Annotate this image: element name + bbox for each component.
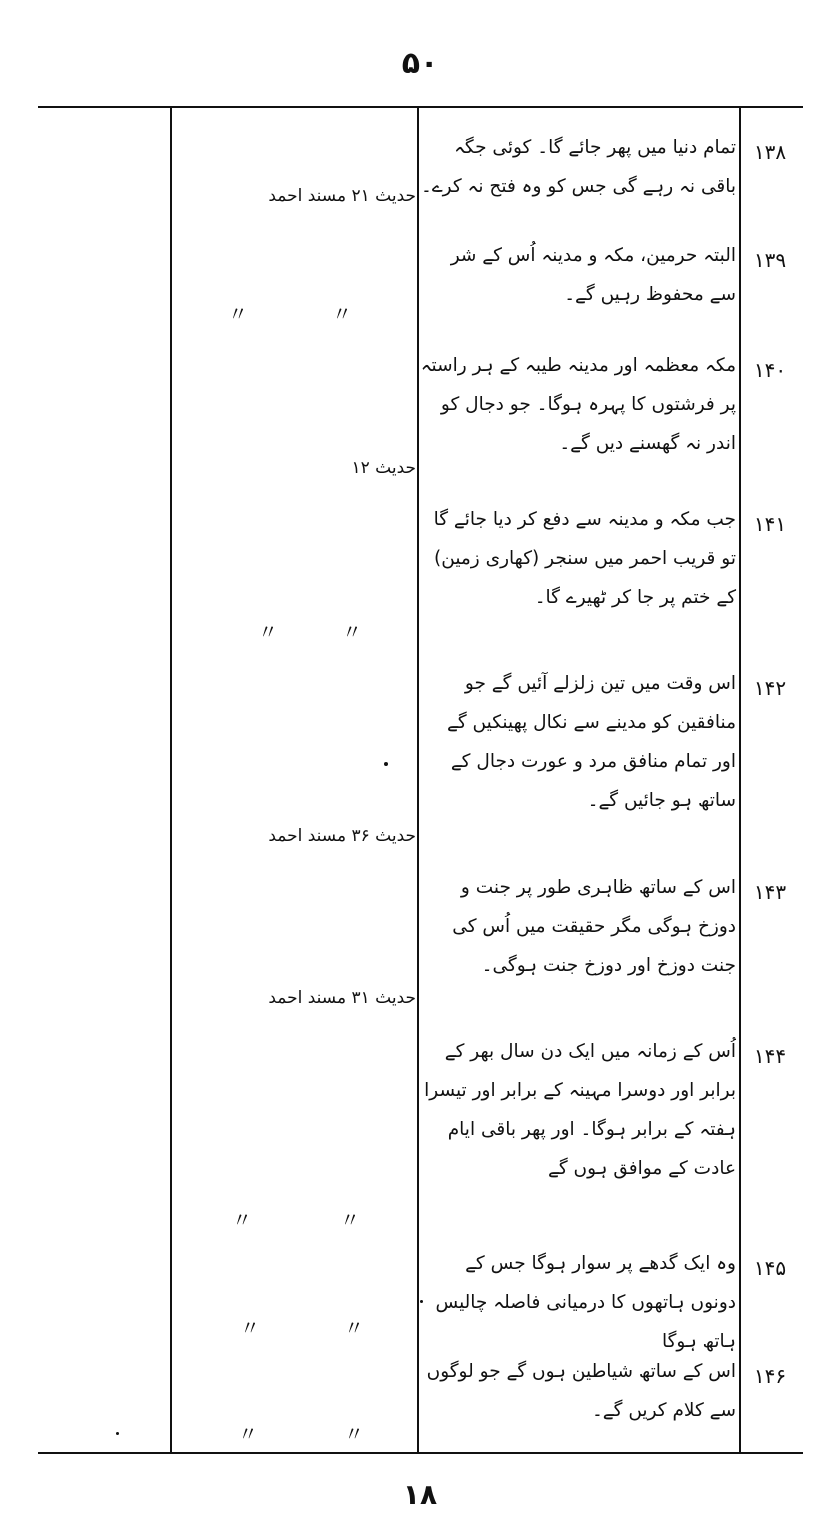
ditto-mark: 〃 [332,302,352,326]
table-top-rule [38,106,803,108]
column-divider-number [739,107,741,1452]
ink-speck [384,762,388,766]
row-reference: حدیث ۳۱ مسند احمد [268,988,416,1008]
ditto-mark: 〃 [240,1316,260,1340]
row-reference: حدیث ۱۲ [351,458,416,478]
page-number-top: ۵۰ [401,46,439,81]
ditto-mark: 〃 [344,1422,364,1446]
row-text: البتہ حرمین، مکہ و مدینہ اُس کے شر سے محفوظ رہیں گے۔ [450,245,736,305]
row-text: مکہ معظمہ اور مدینہ طیبہ کے ہر راستہ پر فرشتوں کا پہرہ ہوگا۔ جو دجال کو اندر نہ گھسنے دیں گے۔ [420,355,736,454]
row-number: ۱۳۸ [753,140,787,164]
row-text: وہ ایک گدھے پر سوار ہوگا جس کے دونوں ہاتھوں کا درمیانی فاصلہ چالیس ہاتھ ہوگا [435,1253,736,1352]
ditto-mark: 〃 [258,620,278,644]
ink-speck [116,1432,119,1435]
row-number: ۱۴۳ [753,880,787,904]
row-number: ۱۴۲ [753,676,787,700]
row-text: اس وقت میں تین زلزلے آئیں گے جو منافقین کو مدینے سے نکال پھینکیں گے اور تمام منافق مرد و عورت دجال کے ساتھ ہو جائیں گے۔ [447,673,736,811]
row-text: تمام دنیا میں پھر جائے گا۔ کوئی جگہ باقی نہ رہے گی جس کو وہ فتح نہ کرے۔ [420,137,736,197]
row-number: ۱۳۹ [753,248,787,272]
ditto-mark: 〃 [238,1422,258,1446]
row-text: اُس کے زمانہ میں ایک دن سال بھر کے برابر اور دوسرا مہینہ کے برابر اور تیسرا ہفتہ کے برابر ہوگا۔ اور پھر باقی ایام عادت کے موافق ہوں گے [424,1041,736,1179]
ink-speck [420,1300,423,1303]
row-reference: حدیث ۲۱ مسند احمد [268,186,416,206]
row-number: ۱۴۶ [753,1364,787,1388]
page-number-bottom: ۱۸ [402,1478,438,1511]
row-number: ۱۴۱ [753,512,787,536]
row-text: اس کے ساتھ شیاطین ہوں گے جو لوگوں سے کلام کریں گے۔ [426,1361,736,1421]
ditto-mark: 〃 [344,1316,364,1340]
ditto-mark: 〃 [342,620,362,644]
row-number: ۱۴۴ [753,1044,787,1068]
column-divider-reference [417,107,419,1452]
row-number: ۱۴۵ [753,1256,787,1280]
ditto-mark: 〃 [228,302,248,326]
row-text: جب مکہ و مدینہ سے دفع کر دیا جائے گا تو قریب احمر میں سنجر (کھاری زمین) کے ختم پر جا کر ٹھیرے گا۔ [433,509,736,608]
ditto-mark: 〃 [340,1208,360,1232]
row-reference: حدیث ۳۶ مسند احمد [268,826,416,846]
column-divider-outer [170,107,172,1452]
row-number: ۱۴۰ [753,358,787,382]
ditto-mark: 〃 [232,1208,252,1232]
row-text: اس کے ساتھ ظاہری طور پر جنت و دوزخ ہوگی مگر حقیقت میں اُس کی جنت دوزخ اور دوزخ جنت ہوگی۔ [452,877,736,976]
table-bottom-rule [38,1452,803,1454]
